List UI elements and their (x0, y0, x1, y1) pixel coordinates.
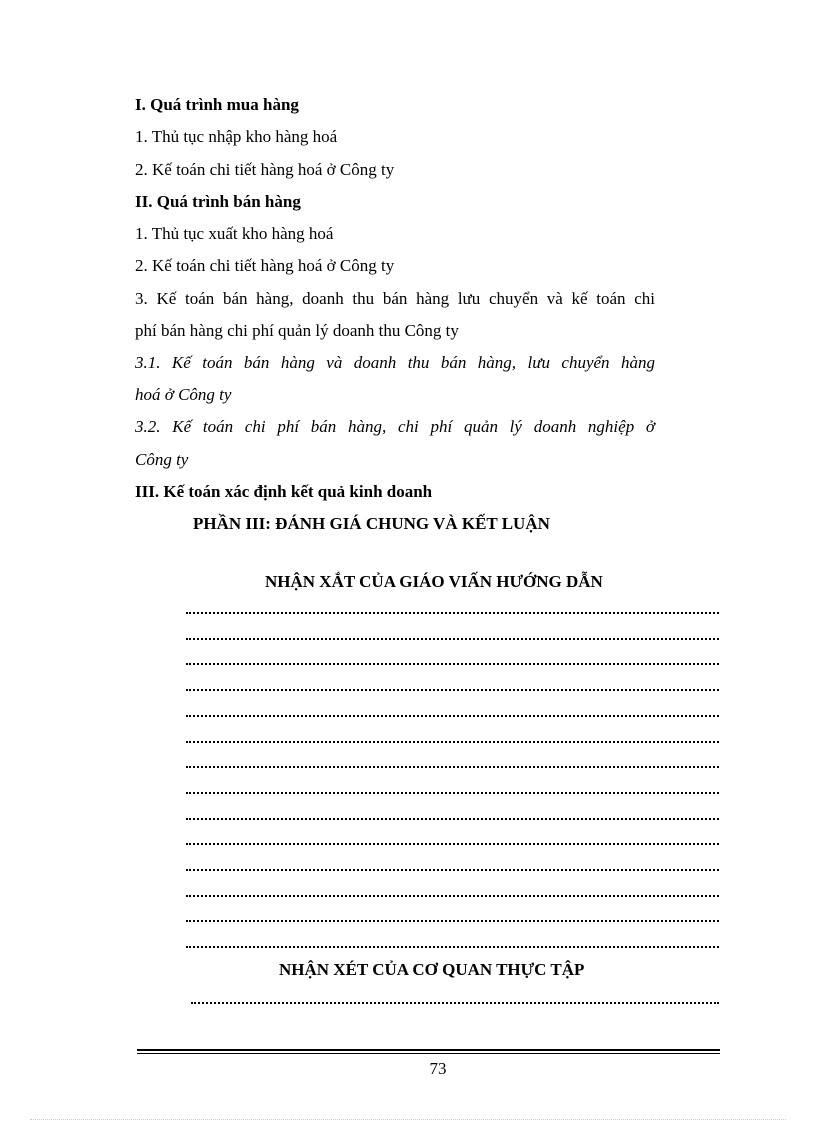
outline-item: 1. Thủ tục xuất kho hàng hoá (135, 224, 334, 243)
comment-dotted-line (186, 677, 719, 691)
page-edge-line (30, 1119, 786, 1120)
outline-item: hoá ở Công ty (135, 385, 232, 404)
comment-dotted-line (186, 780, 719, 794)
outline-item: I. Quá trình mua hàng (135, 95, 299, 114)
comment-dotted-line (186, 729, 719, 743)
outline-item: 3. Kế toán bán hàng, doanh thu bán hàng lưu chuyển và kế toán chi (135, 289, 655, 308)
outline-item: 3.1. Kế toán bán hàng và doanh thu bán hàng, lưu chuyển hàng (135, 353, 655, 372)
comment-dotted-line (186, 806, 719, 820)
outline-item: 2. Kế toán chi tiết hàng hoá ở Công ty (135, 160, 395, 179)
outline-item: 3.2. Kế toán chi phí bán hàng, chi phí quản lý doanh nghiệp ở (135, 417, 655, 436)
page-number: 73 (429, 1059, 447, 1078)
teacher-comment-heading: NHẬN XẮT CỦA GIÁO VIẤN HƯỚNG DẪN (265, 572, 603, 591)
outline-item: III. Kế toán xác định kết quả kinh doanh (135, 482, 433, 501)
comment-dotted-line (186, 857, 719, 871)
comment-dotted-line (186, 831, 719, 845)
outline-item: 2. Kế toán chi tiết hàng hoá ở Công ty (135, 256, 395, 275)
outline-item: phí bán hàng chi phí quản lý doanh thu Công ty (135, 321, 459, 340)
comment-dotted-line (186, 626, 719, 640)
agency-comment-heading: NHẬN XÉT CỦA CƠ QUAN THỰC TẬP (279, 960, 585, 979)
agency-comment-line (191, 990, 719, 1004)
comment-dotted-line (186, 883, 719, 897)
part-heading: PHẦN III: ĐÁNH GIÁ CHUNG VÀ KẾT LUẬN (193, 514, 550, 533)
footer-rule-thick (137, 1049, 720, 1051)
outline-item: II. Quá trình bán hàng (135, 192, 301, 211)
comment-dotted-line (186, 754, 719, 768)
comment-dotted-line (186, 600, 719, 614)
comment-dotted-line (186, 651, 719, 665)
comment-dotted-line (186, 908, 719, 922)
outline-item: 1. Thủ tục nhập kho hàng hoá (135, 127, 338, 146)
outline-item: Công ty (135, 450, 189, 469)
comment-dotted-line (186, 934, 719, 948)
comment-dotted-line (186, 703, 719, 717)
footer-rule-thin (137, 1053, 720, 1054)
